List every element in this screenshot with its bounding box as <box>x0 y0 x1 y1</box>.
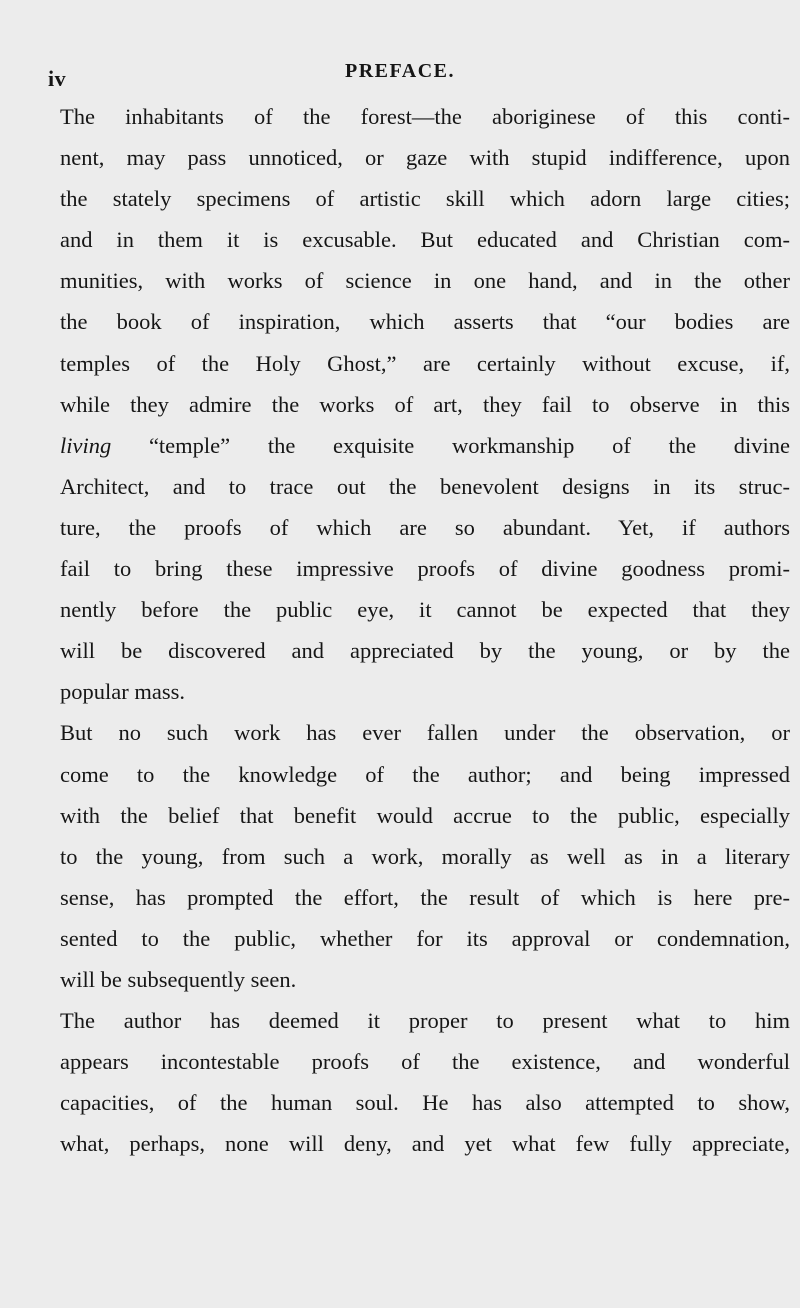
text-line: The inhabitants of the forest—the aboriginese of this conti- <box>60 104 790 129</box>
text-line: what, perhaps, none will deny, and yet what few fully appreciate, <box>60 1131 790 1157</box>
text-line: But no such work has ever fallen under the observation, or <box>60 720 790 746</box>
text-line: sense, has prompted the effort, the result of which is here pre- <box>60 884 790 910</box>
text-line: to the young, from such a work, morally as well as in a literary <box>60 843 790 869</box>
page-number: iv <box>48 66 67 91</box>
text-line: and in them it is excusable. But educated and Christian com- <box>60 227 790 253</box>
text-line: while they admire the works of art, they fail to observe in this <box>60 391 790 417</box>
text-line: temples of the Holy Ghost,” are certainly without excuse, if, <box>60 350 790 376</box>
text-line: will be discovered and appreciated by the young, or by the <box>60 638 790 664</box>
text-line: ture, the proofs of which are so abundant. Yet, if authors <box>60 514 790 540</box>
text-line: capacities, of the human soul. He has also attempted to show, <box>60 1090 790 1116</box>
text-line: popular mass. <box>60 679 185 705</box>
text-line: nently before the public eye, it cannot be expected that they <box>60 597 790 623</box>
text-line: appears incontestable proofs of the existence, and wonderful <box>60 1049 790 1075</box>
text-line: the stately specimens of artistic skill which adorn large cities; <box>60 186 790 212</box>
text-line: come to the knowledge of the author; and being impressed <box>60 761 790 787</box>
text-line: munities, with works of science in one hand, and in the other <box>60 268 790 294</box>
text-line: nent, may pass unnoticed, or gaze with stupid indifference, upon <box>60 145 790 171</box>
text-line: living “temple” the exquisite workmanship of the divine <box>60 432 790 458</box>
text-line: with the belief that benefit would accrue to the public, especially <box>60 802 790 828</box>
running-head <box>0 58 800 91</box>
text-line: Architect, and to trace out the benevolent designs in its struc- <box>60 473 790 499</box>
text-line: the book of inspiration, which asserts that “our bodies are <box>60 309 790 335</box>
text-line: will be subsequently seen. <box>60 966 297 992</box>
body-text <box>60 96 790 1164</box>
text-line: The author has deemed it proper to present what to him <box>60 1008 790 1034</box>
text-line: fail to bring these impressive proofs of divine goodness promi- <box>60 556 790 582</box>
page-header-title: PREFACE. <box>345 60 455 82</box>
text-line: sented to the public, whether for its approval or condemnation, <box>60 925 790 951</box>
